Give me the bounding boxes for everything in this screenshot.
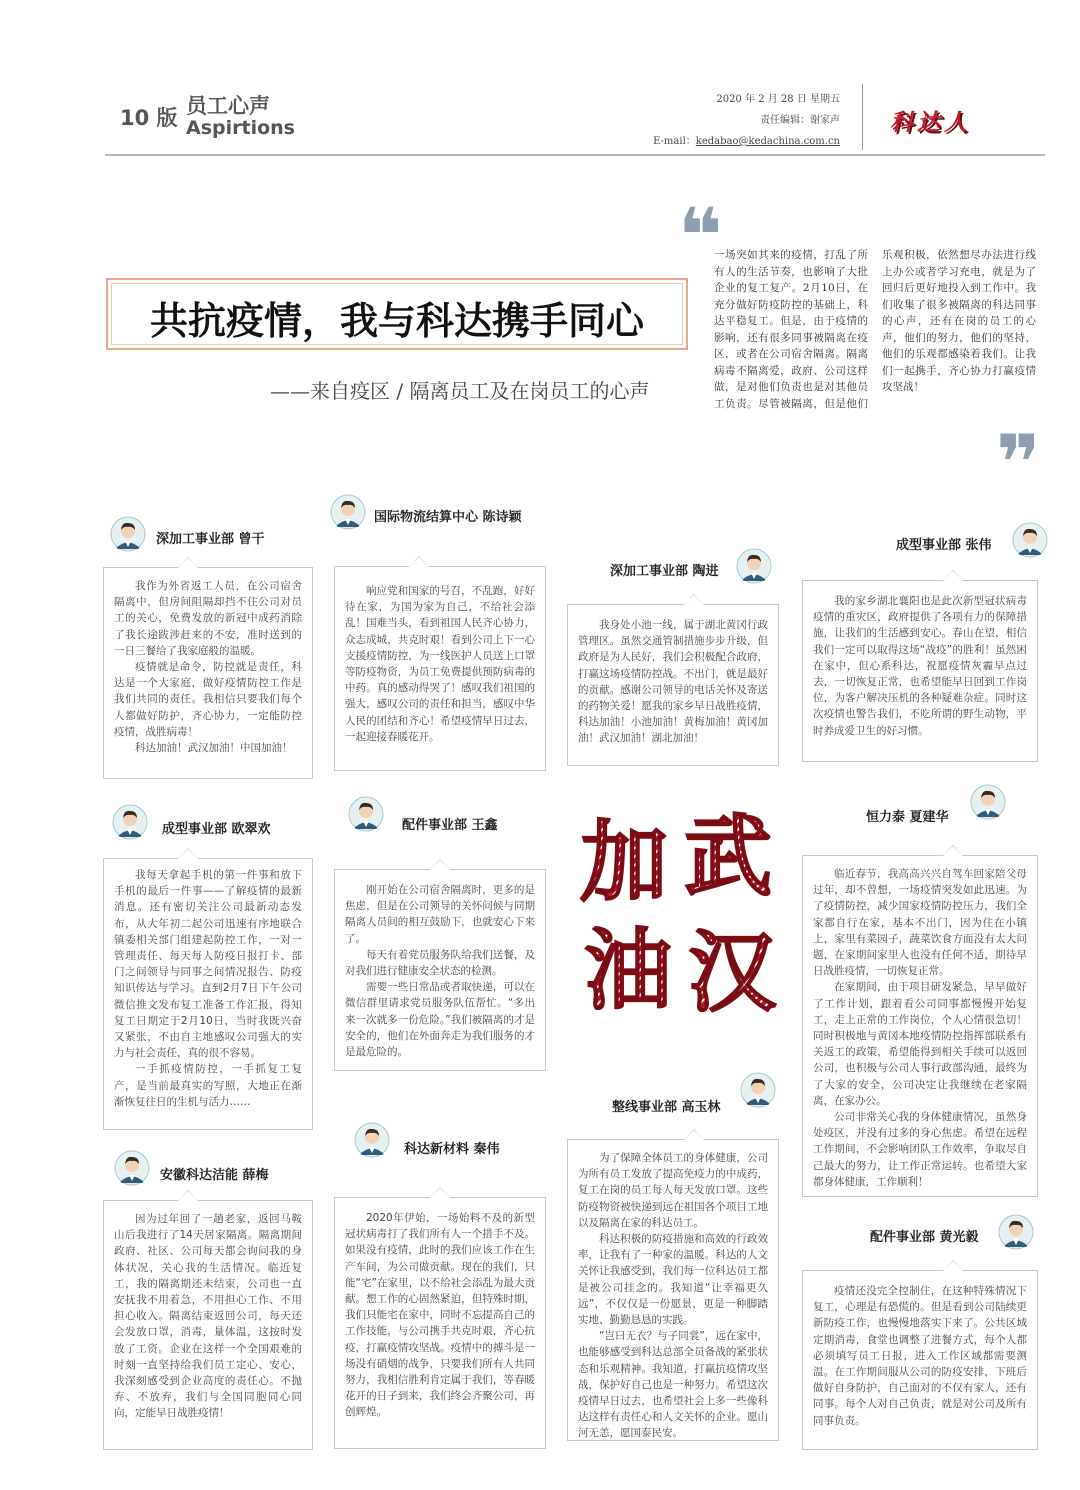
person-icon: [330, 494, 366, 530]
cheer-art: [576, 795, 792, 1015]
card-body: 我每天拿起手机的第一件事和放下手机的最后一件事——了解疫情的最新消息。还有密切关注公司最新动态发布，从大年初二起公司迅速有序地联合镇委相关部门组建起防控工作，一对一管理责任、每天每人防疫日报打卡、部门之间领导与同事之间情况报告、防疫知识传达与学习。直到2月7日下午公司微信推文发布复工准备工作汇报，得知复工日期定于2月10日，当时我既兴奋又紧张，不由自主地感叹公司强大的实力与社会责任，真的很不容易。 一手抓疫情防控，一手抓复工复产，是当前最真实的写照，大地正在渐渐恢复往日的生机与活力……: [114, 869, 302, 1108]
page-title: 共抗疫情，我与科达携手同心: [149, 298, 644, 343]
intro-text: 一场突如其来的疫情，打乱了所有人的生活节奏，也影响了大批企业的复工复产。2月10日，在充分做好防疫防控的基础上，科达平稳复工。但是，由于疫情的影响，还有很多同事被隔离在疫区，或者在公司宿舍隔离。隔离病毒不隔离爱，政府、公司这样做，是对他们负责也是对其他员工负责。尽管被隔离，但是他们乐观积极，依然想尽办法进行线上办公或者学习充电，就是为了回归后更好地投入到工作中。我们收集了很多被隔离的科达同事的心声，还有在岗的员工的心声，他们的努力，他们的坚持，他们的乐观都感染着我们。让我们一起携手，齐心协力打赢疫情攻坚战！: [714, 249, 1036, 410]
avatar: [736, 548, 772, 584]
avatar: [998, 1214, 1034, 1250]
message-card: [103, 1200, 313, 1450]
person-icon: [348, 796, 384, 832]
section-title-en: Aspirtions: [186, 117, 295, 139]
art-char: 油: [584, 918, 673, 1015]
card-body: 刚开始在公司宿舍隔离时，更多的是焦虑，但是在公司领导的关怀问候与同期隔离人员间的相互鼓励下，也就安心下来了。 每天有着党员服务队给我们送餐，及对我们进行健康安全状态的检测。 需要一些日常品或者取快递，可以在微信群里请求党员服务队伍帮忙。“多出来一次就多一份危险。”我们被隔离的才是安全的，他们在外面奔走为我们服务的才是最危险的。: [345, 884, 535, 1059]
author-name: 成型事业部 张伟: [896, 538, 992, 553]
person-icon: [354, 1122, 390, 1158]
art-char: 武: [684, 804, 773, 908]
person-icon: [1012, 522, 1048, 558]
message-card: [567, 1139, 779, 1441]
author-name: 恒力泰 夏建华: [866, 810, 949, 825]
issue-date: 2020 年 2 月 28 日 星期五: [716, 94, 840, 105]
card-body: 因为过年回了一趟老家，返回马鞍山后我进行了14天居家隔离。隔离期间政府、社区、公司每天都会询问我的身体状况，关心我的生活情况。临近复工，我的隔离期还未结束，公司也一直安抚我不用着急，不用担心工作、不用担心收入。隔离结束返回公司，每天还会发放口罩，消毒，量体温，这按时发放了工资。企业在这样一个全国艰难的时刻一直坚持给我们员工定心、安心，我深刻感受到企业高度的责任心。不抛弃、不放弃，我们与全国同胞同心同向，定能早日战胜疫情！: [114, 1213, 302, 1420]
contact-email: E-mail：kedabao@kedachina.com.cn: [653, 136, 840, 147]
person-icon: [114, 1150, 150, 1186]
person-icon: [970, 784, 1006, 820]
message-card: [334, 1197, 546, 1449]
author-name: 安徽科达洁能 薛梅: [160, 1168, 269, 1183]
avatar: [1012, 522, 1048, 558]
message-card: [802, 580, 1038, 762]
message-card: [103, 567, 313, 779]
avatar: [110, 516, 146, 552]
person-icon: [998, 1214, 1034, 1250]
author-name: 配件事业部 王鑫: [402, 818, 498, 833]
author-name: 国际物流结算中心 陈诗颖: [374, 510, 522, 525]
avatar: [354, 1122, 390, 1158]
person-icon: [110, 516, 146, 552]
card-body: 我身处小池一线，属于湖北黄冈行政管理区。虽然交通管制措施步步升级，但政府是为人民好，我们会积极配合政府，打赢这场疫情防控战。不出门，就是最好的贡献。感谢公司领导的电话关怀及寄送的药物关爱！愿我的家乡早日战胜疫情，科达加油！小池加油！黄梅加油！黄冈加油！武汉加油！湖北加油！: [578, 619, 768, 745]
art-char: 汉: [688, 920, 777, 1015]
art-char: 加: [580, 810, 669, 914]
card-body: 响应党和国家的号召，不乱跑，好好待在家，为国为家为自己，不给社会添乱！国难当头，看到祖国人民齐心协力，众志成城，共克时艰！看到公司上下一心支援疫情防控，为一线医护人员送上口罩等防疫物资，为员工免费提供预防病毒的中药。真的感动得哭了！感叹我们祖国的强大，感叹公司的责任和担当，感叹中华人民的团结和齐心！希望疫情早日过去，一起迎接春暖花开。: [345, 585, 535, 743]
email-link[interactable]: kedabao@kedachina.com.cn: [695, 136, 840, 147]
avatar: [970, 784, 1006, 820]
avatar: [330, 494, 366, 530]
avatar: [112, 804, 148, 840]
person-icon: [736, 548, 772, 584]
page-subtitle: ——来自疫区 / 隔离员工及在岗员工的心声: [270, 379, 650, 403]
title-frame: [106, 278, 688, 350]
message-card: [334, 566, 546, 771]
person-icon: [112, 804, 148, 840]
avatar: [348, 796, 384, 832]
message-card: [103, 858, 313, 1130]
card-body: 为了保障全体员工的身体健康，公司为所有员工发放了提高免疫力的中成药，复工在岗的员工每人每天发放口罩。这些防疫物资被快递到远在祖国各个项目工地以及隔离在家的科达员工。 科达积极的防疫措施和高效的行政效率，让我有了一种家的温暖。科达的人文关怀让我感受到，我们每一位科达员工都是被公司挂念的。我知道“让幸福更久远”，不仅仅是一份愿景，更是一种脚踏实地、勤勤恳恳的实践。 “岂曰无衣？与子同裳”，远在家中，也能够感受到科达总部全员备战的紧张状态和乐观精神。我知道，打赢抗疫情攻坚战，保护好自己也是一种努力。希望这次疫情早日过去，也希望社会上多一些像科达这样有责任心和人文关怀的企业。愿山河无恙，愿国泰民安。: [578, 1152, 768, 1440]
message-card: [802, 1270, 1038, 1450]
card-body: 疫情还没完全控制住，在这种特殊情况下复工，心理是有恐慌的。但是看到公司陆续更新防疫工作，也慢慢地落实下来了。公共区域定期消毒，食堂也调整了进餐方式，每个人都必须填写员工日报，进入工作区域都需要测温。在工作期间服从公司的防疫安排，下班后做好自身防护，自己面对的不仅有家人，还有同事。每个人对自己负责，就是对公司及所有同事负责。: [813, 1285, 1027, 1427]
brand-logo: 科达人: [890, 110, 971, 136]
author-name: 整线事业部 高玉林: [612, 1100, 721, 1115]
card-body: 我的家乡湖北襄阳也是此次新型冠状病毒疫情的重灾区，政府提供了各项有力的保障措施，让我们的生活感到安心。春山在望，相信我们一定可以取得这场“战疫”的胜利！虽然困在家中，但心系科达，祝愿疫情灰霾早点过去，一切恢复正常，也希望能早日回到工作岗位，为客户解决压机的各种疑难杂症。同时这次疫情也警告我们，不吃所谓的野生动物，平时养成爱卫生的好习惯。: [813, 595, 1027, 737]
message-card: [567, 604, 779, 766]
section-title-cn: 员工心声: [186, 94, 270, 118]
avatar: [740, 1072, 776, 1108]
editor-credit: 责任编辑：谢家声: [760, 115, 840, 126]
author-name: 科达新材料 秦伟: [404, 1142, 500, 1157]
author-name: 成型事业部 欧翠欢: [162, 822, 271, 837]
avatar: [114, 1150, 150, 1186]
card-body: 我作为外省返工人员，在公司宿舍隔离中，但房间阻隔却挡不住公司对员工的关心，免费发放的新冠中成药消除了我长途跋涉赶来的不安，准时送到的一日三餐给了我家庭般的温暖。 疫情就是命令，防控就是责任，科达是一个大家庭，做好疫情防控工作是我们共同的责任。我相信只要我们每个人都做好防护，齐心协力，一定能防控疫情，战胜病毒！ 科达加油！武汉加油！中国加油！: [114, 580, 302, 755]
close-quote-icon: ❞: [996, 418, 1041, 507]
header-divider: [862, 84, 863, 150]
author-name: 深加工事业部 曾干: [156, 532, 265, 547]
message-card: [802, 855, 1038, 1197]
author-name: 深加工事业部 陶进: [610, 564, 719, 579]
header-rule: [105, 154, 1045, 156]
card-body: 2020年伊始，一场始料不及的新型冠状病毒打了我们所有人一个措手不及。如果没有疫情，此时的我们应该工作在生产车间，为公司做贡献。现在的我们，只能“宅”在家里，以不给社会添乱为最大贡献。想工作的心固然紧迫，但特殊时期，我们只能宅在家中，同时不忘提高自己的工作技能，与公司携手共克时艰，齐心抗疫，打赢疫情攻坚战。疫情中的搏斗是一场没有硝烟的战争，只要我们所有人共同努力，我相信胜利肯定属于我们，等春暖花开的日子到来，我们终会齐聚公司，再创辉煌。: [345, 1212, 535, 1419]
edition-number: 10 版: [120, 106, 178, 130]
card-body: 临近春节，我高高兴兴自驾车回家陪父母过年，却不曾想，一场疫情突发如此迅速。为了疫情防控，减少国家疫情防控压力，我们全家都自行在家，基本不出门，因为住在小镇上，家里有菜园子，蔬菜饮食方面没有太大问题，在家期间家里人也没有任何不适，期待早日战胜疫情，一切恢复正常。 在家期间，由于项目研发紧急，早早做好了工作计划，跟着看公司同事都慢慢开始复工，走上正常的工作岗位，个人心情很急切！同时积极地与黄冈本地疫情防控指挥部联系有关返工的政策，希望能得到相关手续可以返回公司，也积极与公司人事行政部沟通，最终为了大家的安全，公司决定让我继续在老家隔离，在家办公。 公司非常关心我的身体健康情况，虽然身处疫区，并没有过多的身心焦虑。希望在远程工作期间，不会影响团队工作效率，争取尽自己最大的努力，让工作正常运转。也希望大家都身体健康，工作顺利！: [813, 868, 1027, 1188]
message-card: [334, 869, 546, 1071]
author-name: 配件事业部 黄光毅: [870, 1230, 979, 1245]
person-icon: [740, 1072, 776, 1108]
open-quote-icon: ❝: [678, 191, 723, 280]
